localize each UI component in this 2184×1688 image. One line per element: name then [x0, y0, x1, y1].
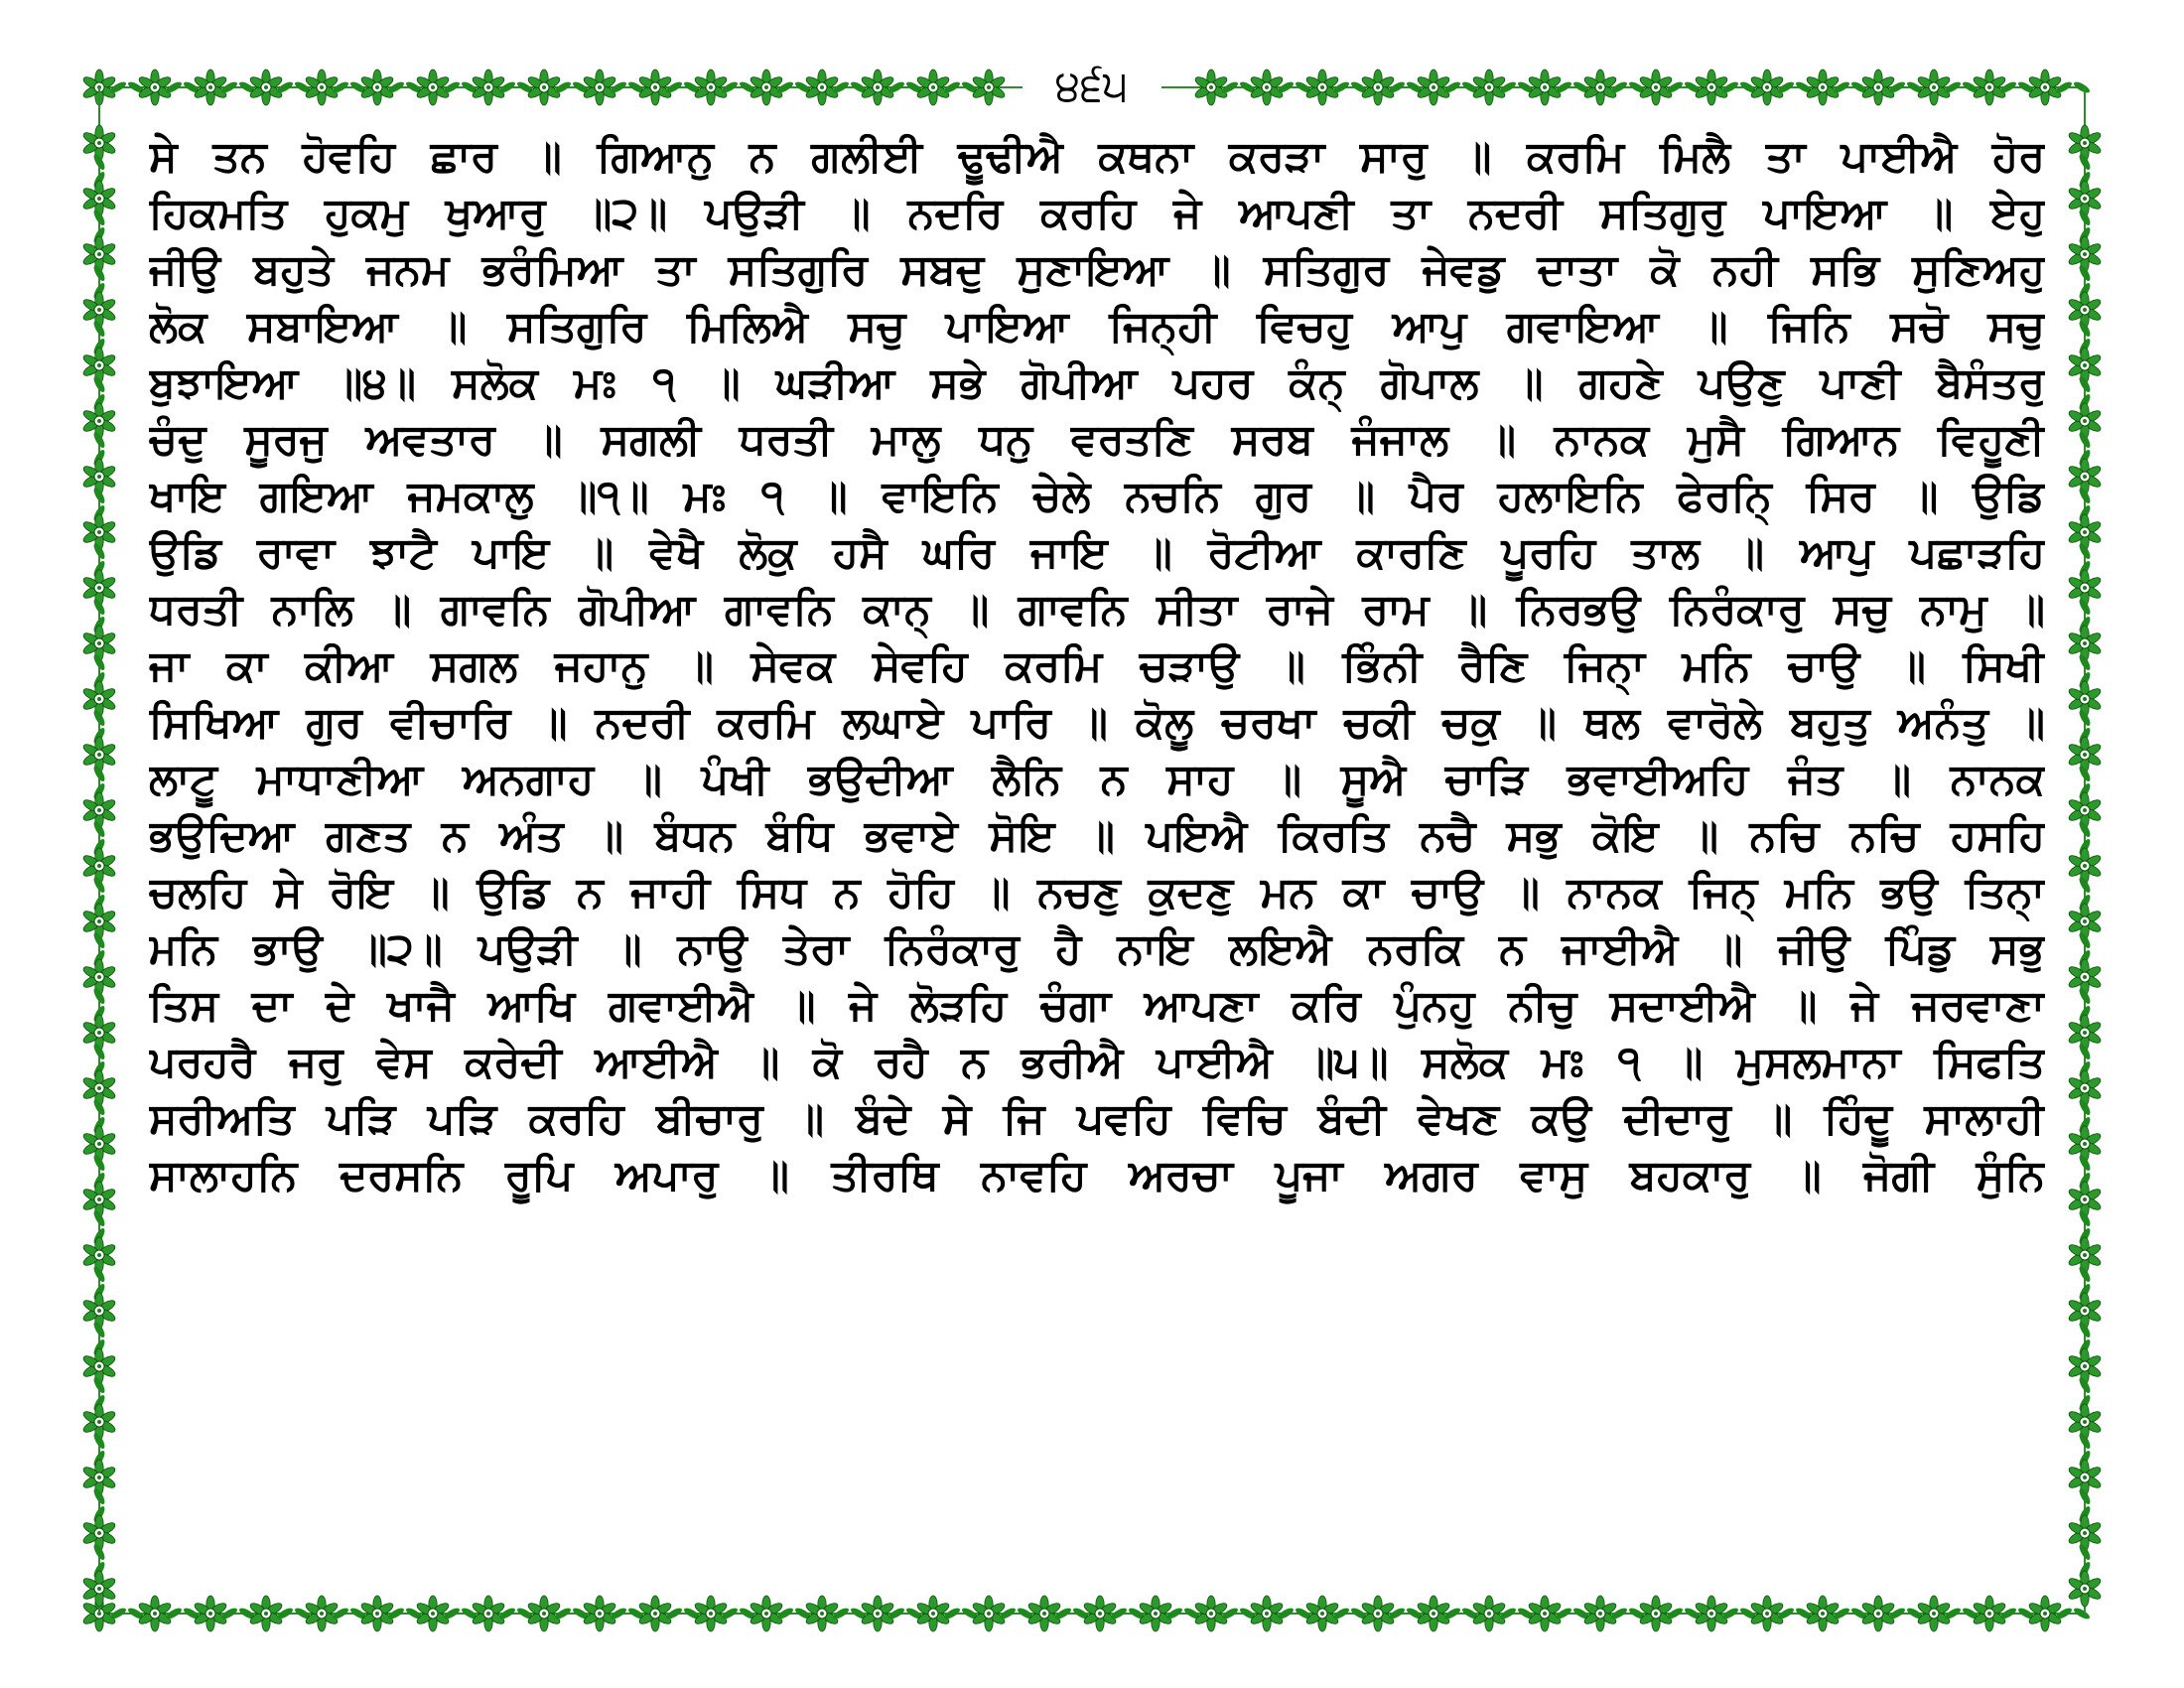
- flower-icon: [2067, 1348, 2102, 1384]
- text-line: ਭਉਦਿਆ ਗਣਤ ਨ ਅੰਤ ॥ ਬੰਧਨ ਬੰਧਿ ਭਵਾਏ ਸੋਇ ॥ ਪਇਐ ਕਿਰਤਿ ਨਚੈ ਸਭੁ ਕੋਇ ॥ ਨਚਿ ਨਚਿ ਹਸਹਿ: [149, 811, 2045, 861]
- flower-icon: [81, 1348, 116, 1384]
- text-line: ਮਨਿ ਭਾਉ ॥੨॥ ਪਉੜੀ ॥ ਨਾਉ ਤੇਰਾ ਨਿਰੰਕਾਰੁ ਹੈ ਨਾਇ ਲਇਐ ਨਰਕਿ ਨ ਜਾਈਐ ॥ ਜੀਉ ਪਿੰਡੁ ਸਭੁ: [149, 924, 2045, 974]
- flower-icon: [81, 1571, 116, 1607]
- text-line: ਹਿਕਮਤਿ ਹੁਕਮੁ ਖੁਆਰੁ ॥੨॥ ਪਉੜੀ ॥ ਨਦਰਿ ਕਰਹਿ ਜੇ ਆਪਣੀ ਤਾ ਨਦਰੀ ਸਤਿਗੁਰੁ ਪਾਇਆ ॥ ਏਹੁ: [149, 189, 2045, 238]
- flower-icon: [2067, 181, 2102, 216]
- text-line: ਸਾਲਾਹਨਿ ਦਰਸਨਿ ਰੂਪਿ ਅਪਾਰੁ ॥ ਤੀਰਥਿ ਨਾਵਹਿ ਅਰਚਾ ਪੂਜਾ ਅਗਰ ਵਾਸੁ ਬਹਕਾਰੁ ॥ ਜੋਗੀ ਸੁੰਨਿ: [149, 1151, 2045, 1200]
- text-line: ਖਾਇ ਗਇਆ ਜਮਕਾਲੁ ॥੧॥ ਮਃ ੧ ॥ ਵਾਇਨਿ ਚੇਲੇ ਨਚਨਿ ਗੁਰ ॥ ਪੈਰ ਹਲਾਇਨਿ ਫੇਰਨਿ੍ ਸਿਰ ॥ ਉਡਿ: [149, 472, 2045, 521]
- flower-icon: [81, 1404, 116, 1440]
- flower-icon: [81, 681, 116, 717]
- flower-icon: [81, 1237, 116, 1273]
- flower-icon: [81, 1126, 116, 1162]
- text-line: ਸੇ ਤਨ ਹੋਵਹਿ ਛਾਰ ॥ ਗਿਆਨੁ ਨ ਗਲੀਈ ਢੂਢੀਐ ਕਥਨਾ ਕਰੜਾ ਸਾਰੁ ॥ ਕਰਮਿ ਮਿਲੈ ਤਾ ਪਾਈਐ ਹੋਰ: [149, 132, 2045, 182]
- flower-icon: [2067, 1182, 2102, 1217]
- flower-icon: [2067, 1460, 2102, 1495]
- flower-icon: [81, 514, 116, 550]
- flower-icon: [81, 181, 116, 216]
- flower-icon: [81, 403, 116, 439]
- text-line: ਲੋਕ ਸਬਾਇਆ ॥ ਸਤਿਗੁਰਿ ਮਿਲਿਐ ਸਚੁ ਪਾਇਆ ਜਿਨ੍ਹੀ ਵਿਚਹੁ ਆਪੁ ਗਵਾਇਆ ॥ ਜਿਨਿ ਸਚੋ ਸਚੁ: [149, 302, 2045, 352]
- text-line: ਜਾ ਕਾ ਕੀਆ ਸਗਲ ਜਹਾਨੁ ॥ ਸੇਵਕ ਸੇਵਹਿ ਕਰਮਿ ਚੜਾਉ ॥ ਭਿੰਨੀ ਰੈਣਿ ਜਿਨਾ੍ ਮਨਿ ਚਾਉ ॥ ਸਿਖੀ: [149, 641, 2045, 691]
- flower-icon: [81, 348, 116, 383]
- flower-icon: [81, 459, 116, 494]
- flower-icon: [81, 1515, 116, 1551]
- gurbani-text-block: [149, 129, 2045, 1529]
- text-line: ਚੰਦੁ ਸੂਰਜੁ ਅਵਤਾਰ ॥ ਸਗਲੀ ਧਰਤੀ ਮਾਲੁ ਧਨੁ ਵਰਤਣਿ ਸਰਬ ਜੰਜਾਲ ॥ ਨਾਨਕ ਮੁਸੈ ਗਿਆਨ ਵਿਹੂਣੀ: [149, 415, 2045, 465]
- page-number: ੪੬੫: [1032, 52, 1152, 121]
- flower-icon: [2067, 959, 2102, 995]
- flower-icon: [2067, 514, 2102, 550]
- flower-icon: [2067, 1015, 2102, 1051]
- flower-icon: [81, 737, 116, 773]
- flower-icon: [81, 959, 116, 995]
- text-line: ਜੀਉ ਬਹੁਤੇ ਜਨਮ ਭਰੰਮਿਆ ਤਾ ਸਤਿਗੁਰਿ ਸਬਦੁ ਸੁਣਾਇਆ ॥ ਸਤਿਗੁਰ ਜੇਵਡੁ ਦਾਤਾ ਕੋ ਨਹੀ ਸਭਿ ਸੁਣਿਅਹੁ: [149, 245, 2045, 295]
- text-line: ਚਲਹਿ ਸੇ ਰੋਇ ॥ ਉਡਿ ਨ ਜਾਹੀ ਸਿਧ ਨ ਹੋਹਿ ॥ ਨਚਣੁ ਕੁਦਣੁ ਮਨ ਕਾ ਚਾਉ ॥ ਨਾਨਕ ਜਿਨ੍ ਮਨਿ ਭਉ ਤਿਨਾ੍: [149, 868, 2045, 917]
- flower-icon: [81, 1293, 116, 1329]
- flower-icon: [2067, 1293, 2102, 1329]
- flower-icon: [81, 1182, 116, 1217]
- flower-icon: [2067, 1404, 2102, 1440]
- flower-icon: [81, 292, 116, 328]
- text-line: ਤਿਸ ਦਾ ਦੇ ਖਾਜੈ ਆਖਿ ਗਵਾਈਐ ॥ ਜੇ ਲੋੜਹਿ ਚੰਗਾ ਆਪਣਾ ਕਰਿ ਪੁੰਨਹੁ ਨੀਚੁ ਸਦਾਈਐ ॥ ਜੇ ਜਰਵਾਣਾ: [149, 981, 2045, 1031]
- flower-icon: [2067, 1515, 2102, 1551]
- flower-icon: [2067, 1070, 2102, 1106]
- flower-icon: [2067, 125, 2102, 161]
- text-line: ਸਰੀਅਤਿ ਪੜਿ ਪੜਿ ਕਰਹਿ ਬੀਚਾਰੁ ॥ ਬੰਦੇ ਸੇ ਜਿ ਪਵਹਿ ਵਿਚਿ ਬੰਦੀ ਵੇਖਣ ਕਉ ਦੀਦਾਰੁ ॥ ਹਿੰਦੂ ਸਾਲਾਹੀ: [149, 1094, 2045, 1144]
- flower-icon: [2067, 848, 2102, 884]
- flower-icon: [2067, 737, 2102, 773]
- flower-icon: [81, 125, 116, 161]
- flower-icon: [2067, 792, 2102, 828]
- text-line: ਸਿਖਿਆ ਗੁਰ ਵੀਚਾਰਿ ॥ ਨਦਰੀ ਕਰਮਿ ਲਘਾਏ ਪਾਰਿ ॥ ਕੋਲੂ ਚਰਖਾ ਚਕੀ ਚਕੁ ॥ ਥਲ ਵਾਰੋਲੇ ਬਹੁਤੁ ਅਨੰਤੁ ॥: [149, 698, 2045, 748]
- text-line: ਉਡਿ ਰਾਵਾ ਝਾਟੈ ਪਾਇ ॥ ਵੇਖੈ ਲੋਕੁ ਹਸੈ ਘਰਿ ਜਾਇ ॥ ਰੋਟੀਆ ਕਾਰਣਿ ਪੂਰਹਿ ਤਾਲ ॥ ਆਪੁ ਪਛਾੜਹਿ: [149, 528, 2045, 578]
- text-line: ਪਰਹਰੈ ਜਰੁ ਵੇਸ ਕਰੇਦੀ ਆਈਐ ॥ ਕੋ ਰਹੈ ਨ ਭਰੀਐ ਪਾਈਐ ॥੫॥ ਸਲੋਕ ਮਃ ੧ ॥ ਮੁਸਲਮਾਨਾ ਸਿਫਤਿ: [149, 1038, 2045, 1087]
- flower-icon: [2067, 1571, 2102, 1607]
- flower-icon: [2067, 292, 2102, 328]
- flower-icon: [2067, 681, 2102, 717]
- flower-icon: [2067, 459, 2102, 494]
- flower-icon: [2067, 904, 2102, 939]
- text-line: ਲਾਟੂ ਮਾਧਾਣੀਆ ਅਨਗਾਹ ॥ ਪੰਖੀ ਭਉਦੀਆ ਲੈਨਿ ਨ ਸਾਹ ॥ ਸੂਐ ਚਾੜਿ ਭਵਾਈਅਹਿ ਜੰਤ ॥ ਨਾਨਕ: [149, 755, 2045, 804]
- flower-icon: [2067, 570, 2102, 606]
- text-line: ਬੁਝਾਇਆ ॥੪॥ ਸਲੋਕ ਮਃ ੧ ॥ ਘੜੀਆ ਸਭੇ ਗੋਪੀਆ ਪਹਰ ਕੰਨ੍ ਗੋਪਾਲ ॥ ਗਹਣੇ ਪਉਣੁ ਪਾਣੀ ਬੈਸੰਤਰੁ: [149, 358, 2045, 408]
- flower-icon: [81, 1460, 116, 1495]
- flower-icon: [81, 848, 116, 884]
- flower-icon: [81, 626, 116, 661]
- flower-icon: [2067, 626, 2102, 661]
- flower-icon: [81, 904, 116, 939]
- text-line: ਧਰਤੀ ਨਾਲਿ ॥ ਗਾਵਨਿ ਗੋਪੀਆ ਗਾਵਨਿ ਕਾਨ੍ ॥ ਗਾਵਨਿ ਸੀਤਾ ਰਾਜੇ ਰਾਮ ॥ ਨਿਰਭਉ ਨਿਰੰਕਾਰੁ ਸਚੁ ਨਾਮੁ ॥: [149, 585, 2045, 634]
- flower-icon: [2067, 236, 2102, 272]
- flower-icon: [2067, 1237, 2102, 1273]
- flower-icon: [2067, 403, 2102, 439]
- flower-icon: [81, 570, 116, 606]
- flower-icon: [81, 1070, 116, 1106]
- flower-icon: [2067, 348, 2102, 383]
- flower-icon: [81, 1015, 116, 1051]
- flower-icon: [81, 236, 116, 272]
- flower-icon: [81, 792, 116, 828]
- flower-icon: [2067, 1126, 2102, 1162]
